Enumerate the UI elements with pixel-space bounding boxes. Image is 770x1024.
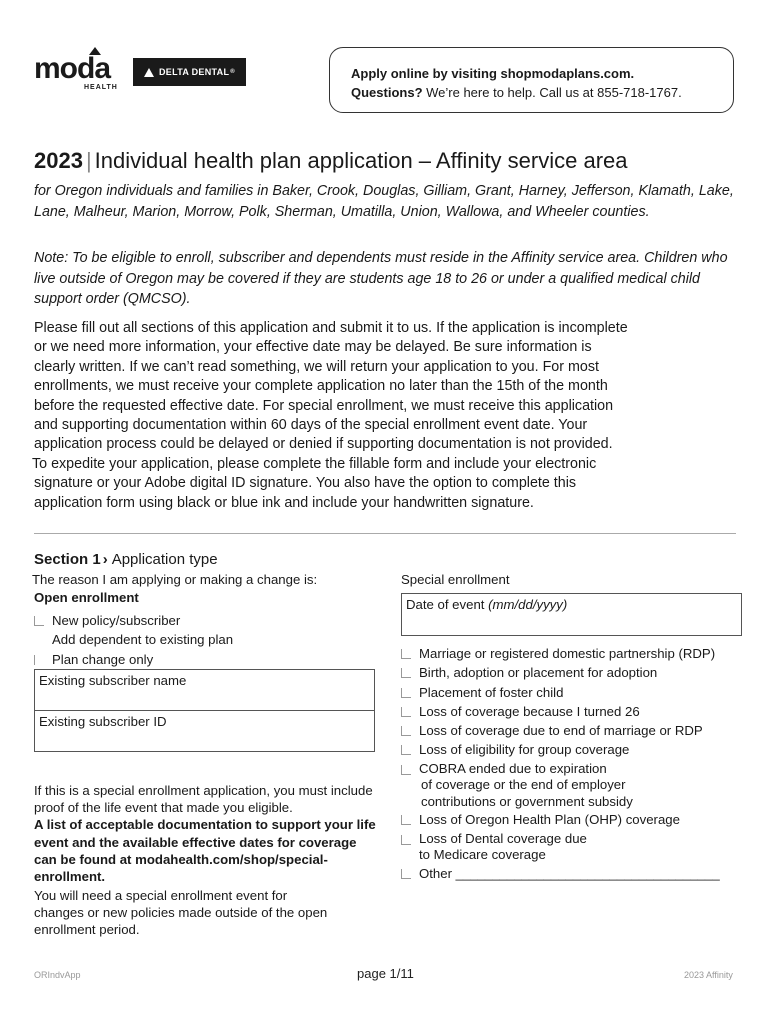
checkbox-plan-change[interactable]	[34, 650, 233, 669]
outside-open-enrollment-note: You will need a special enrollment event for changes or new policies made outside of the open enrollment period.	[34, 888, 328, 938]
section-number: Section 1	[34, 551, 101, 568]
checkbox-marriage[interactable]	[401, 644, 746, 663]
checkbox-icon[interactable]	[401, 726, 411, 736]
instructions-line: and supporting documentation within 60 days of the special enrollment event date. Your	[34, 417, 588, 434]
special-enrollment-options	[401, 644, 746, 883]
option-label: Birth, adoption or placement for adoption	[419, 665, 658, 681]
divider	[34, 533, 736, 534]
checkbox-icon[interactable]	[401, 835, 411, 845]
eligibility-note: Note: To be eligible to enroll, subscriber and dependents must reside in the Affinity service area. Children who live outside of Oregon may be covered if they are students age 18 to 26 or under a qualified medical child support order (QMCSO).	[34, 250, 728, 307]
delta-dental-logo	[133, 58, 246, 86]
checkbox-other[interactable]	[401, 864, 746, 883]
checkbox-icon[interactable]	[401, 688, 411, 698]
option-line: of coverage or the end of employer	[421, 777, 626, 793]
footer-form-code: ORIndvApp	[34, 970, 81, 980]
checkbox-add-dependent[interactable]	[34, 630, 233, 649]
questions-label: Questions?	[351, 85, 423, 100]
field-label: Existing subscriber name	[39, 673, 187, 688]
option-label	[419, 830, 587, 864]
option-line: Loss of Dental coverage due	[419, 830, 587, 846]
checkbox-ohp-coverage[interactable]	[401, 810, 746, 829]
checkbox-new-policy[interactable]	[34, 611, 233, 630]
open-enrollment-options	[34, 611, 233, 669]
instructions-line: application process could be delayed or denied if supporting documentation is not provided.	[34, 436, 613, 453]
checkbox-cobra-ended[interactable]	[401, 760, 746, 811]
option-label: Plan change only	[52, 651, 154, 667]
instructions-line: application form using black or blue ink and include your handwritten signature.	[34, 494, 534, 511]
checkbox-icon[interactable]	[401, 765, 411, 775]
checkbox-icon[interactable]	[401, 869, 411, 879]
existing-subscriber-id-field[interactable]	[34, 710, 375, 752]
moda-logo-sub: HEALTH	[84, 84, 118, 91]
checkbox-icon[interactable]	[34, 655, 44, 665]
footer-plan-year: 2023 Affinity	[684, 970, 733, 980]
checkbox-icon[interactable]	[34, 635, 44, 645]
reason-label: The reason I am applying or making a change is:	[32, 572, 318, 587]
checkbox-icon[interactable]	[401, 649, 411, 659]
apply-online-box	[329, 47, 734, 113]
instructions-line: or we need more information, your effective date may be delayed. Be sure information is	[34, 339, 592, 356]
option-label: Placement of foster child	[419, 684, 564, 700]
checkbox-group-coverage[interactable]	[401, 740, 746, 759]
section-1-title	[34, 550, 218, 570]
checkbox-icon[interactable]	[401, 815, 411, 825]
moda-health-logo	[34, 54, 118, 94]
instructions-line: To expedite your application, please complete the fillable form and include your electronic	[32, 455, 597, 472]
documentation-note: A list of acceptable documentation to support your life event and the available effective dates for coverage can be found at modahealth.com/shop/special-enrollment.	[34, 817, 376, 885]
option-label: Loss of coverage because I turned 26	[419, 703, 640, 719]
title-text: Individual health plan application – Affinity service area	[94, 148, 628, 173]
option-line: contributions or government subsidy	[421, 793, 633, 809]
checkbox-dental-medicare[interactable]	[401, 830, 746, 864]
checkbox-foster-child[interactable]	[401, 683, 746, 702]
instructions-line: Please fill out all sections of this application and submit it to us. If the application is incomplete	[34, 320, 628, 336]
apply-online-text: Apply online by visiting shopmodaplans.com.	[351, 66, 635, 81]
section-name: Application type	[111, 551, 218, 568]
checkbox-icon[interactable]	[401, 668, 411, 678]
chevron-right-icon: ›	[102, 551, 108, 568]
checkbox-icon[interactable]	[34, 616, 44, 626]
option-line: to Medicare coverage	[419, 847, 546, 863]
checkbox-birth-adoption[interactable]	[401, 663, 746, 682]
option-label: Marriage or registered domestic partnership (RDP)	[419, 646, 716, 661]
delta-logo-text: DELTA DENTAL	[159, 67, 230, 77]
note-text: If this is a special enrollment application, you must include proof of the life event that made you eligible.	[34, 783, 373, 816]
existing-subscriber-name-field[interactable]	[34, 669, 375, 711]
checkbox-end-of-marriage[interactable]	[401, 721, 746, 740]
delta-logo-mark: ®	[230, 69, 235, 75]
delta-triangle-icon	[144, 68, 154, 77]
date-of-event-field[interactable]	[401, 593, 742, 636]
moda-hat-icon	[89, 47, 101, 55]
field-label: Existing subscriber ID	[39, 714, 167, 729]
option-label: Loss of coverage due to end of marriage or RDP	[419, 723, 703, 739]
option-label: Other ____________________________________	[419, 865, 720, 881]
special-enrollment-note	[34, 782, 379, 885]
date-format-hint: (mm/dd/yyyy)	[488, 597, 568, 612]
checkbox-turned-26[interactable]	[401, 702, 746, 721]
option-label: Loss of eligibility for group coverage	[419, 742, 630, 758]
phone-text: We’re here to help. Call us at 855-718-1767.	[422, 85, 682, 100]
page-title	[34, 146, 754, 176]
option-line: COBRA ended due to expiration	[419, 760, 607, 776]
option-label: Loss of Oregon Health Plan (OHP) coverage	[419, 812, 680, 828]
option-label: Add dependent to existing plan	[52, 632, 234, 648]
field-label: Date of event	[406, 597, 485, 612]
option-label	[419, 760, 633, 811]
page-number: page 1/11	[357, 966, 414, 981]
option-label: New policy/subscriber	[52, 613, 181, 628]
title-year: 2023	[34, 148, 83, 173]
special-enrollment-heading: Special enrollment	[401, 572, 510, 587]
counties-paragraph: for Oregon individuals and families in Baker, Crook, Douglas, Gilliam, Grant, Harney, Jefferson, Klamath, Lake, Lane, Malheur, Marion, Morrow, Polk, Sherman, Umatilla, Union, Wallowa, and Wheeler counties.	[34, 183, 734, 220]
instructions-line: enrollments, we must receive your complete application no later than the 15th of the month	[34, 378, 608, 395]
checkbox-icon[interactable]	[401, 707, 411, 717]
instructions-paragraph	[34, 319, 734, 513]
instructions-line: signature or your Adobe digital ID signature. You also have the option to complete this	[34, 475, 577, 492]
questions-line	[351, 83, 733, 102]
moda-logo-word: moda	[34, 52, 111, 85]
open-enrollment-heading: Open enrollment	[34, 590, 139, 605]
title-separator: |	[85, 148, 92, 173]
checkbox-icon[interactable]	[401, 745, 411, 755]
instructions-line: clearly written. If we can’t read something, we will return your application to you. For most	[34, 358, 599, 375]
instructions-line: before the requested effective date. For special enrollment, we must receive this application	[34, 397, 614, 414]
